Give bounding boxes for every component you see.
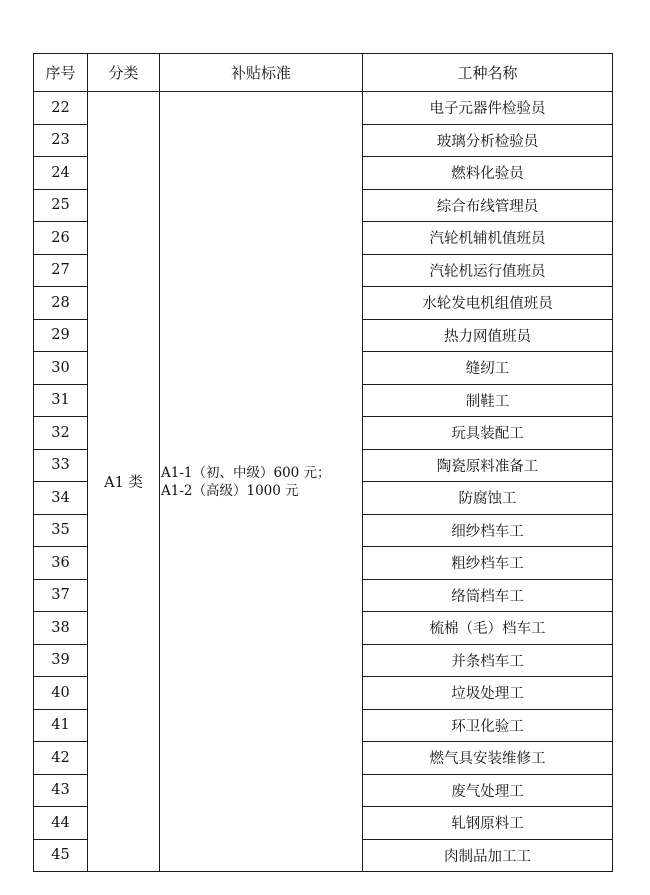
serial-number-cell: 44	[34, 807, 88, 840]
serial-number-cell: 39	[34, 644, 88, 677]
serial-number-cell: 27	[34, 254, 88, 287]
job-name-cell: 并条档车工	[363, 644, 613, 677]
job-name-cell: 燃气具安装维修工	[363, 742, 613, 775]
serial-number-cell: 25	[34, 189, 88, 222]
serial-number-cell: 26	[34, 222, 88, 255]
subsidy-standard-line: A1-1（初、中级）600 元；	[161, 464, 331, 481]
job-name-cell: 汽轮机运行值班员	[363, 254, 613, 287]
header-row	[34, 54, 613, 92]
header-category: 分类	[88, 54, 160, 92]
job-name-cell: 环卫化验工	[363, 709, 613, 742]
job-name-cell: 玻璃分析检验员	[363, 124, 613, 157]
serial-number-cell: 31	[34, 384, 88, 417]
serial-number-cell: 43	[34, 774, 88, 807]
serial-number-cell: 29	[34, 319, 88, 352]
job-name-cell: 电子元器件检验员	[363, 92, 613, 125]
job-name-cell: 肉制品加工工	[363, 839, 613, 872]
job-name-cell: 汽轮机辅机值班员	[363, 222, 613, 255]
serial-number-cell: 34	[34, 482, 88, 515]
serial-number-cell: 38	[34, 612, 88, 645]
job-name-cell: 络筒档车工	[363, 579, 613, 612]
category-cell: A1 类	[88, 92, 160, 872]
job-name-cell: 细纱档车工	[363, 514, 613, 547]
serial-number-cell: 45	[34, 839, 88, 872]
job-name-cell: 梳棉（毛）档车工	[363, 612, 613, 645]
serial-number-cell: 33	[34, 449, 88, 482]
serial-number-cell: 32	[34, 417, 88, 450]
job-name-cell: 水轮发电机组值班员	[363, 287, 613, 320]
job-name-cell: 废气处理工	[363, 774, 613, 807]
serial-number-cell: 42	[34, 742, 88, 775]
serial-number-cell: 41	[34, 709, 88, 742]
job-name-cell: 垃圾处理工	[363, 677, 613, 710]
table-header	[34, 54, 613, 92]
header-job-name: 工种名称	[363, 54, 613, 92]
header-serial-number: 序号	[34, 54, 88, 92]
job-name-cell: 热力网值班员	[363, 319, 613, 352]
table-row	[34, 92, 613, 125]
serial-number-cell: 40	[34, 677, 88, 710]
serial-number-cell: 30	[34, 352, 88, 385]
serial-number-cell: 36	[34, 547, 88, 580]
job-name-cell: 粗纱档车工	[363, 547, 613, 580]
serial-number-cell: 22	[34, 92, 88, 125]
job-name-cell: 陶瓷原料准备工	[363, 449, 613, 482]
job-subsidy-table	[33, 53, 613, 872]
serial-number-cell: 37	[34, 579, 88, 612]
header-subsidy-standard: 补贴标准	[160, 54, 363, 92]
subsidy-standard-cell	[160, 92, 363, 872]
job-name-cell: 防腐蚀工	[363, 482, 613, 515]
serial-number-cell: 28	[34, 287, 88, 320]
job-name-cell: 轧钢原料工	[363, 807, 613, 840]
serial-number-cell: 23	[34, 124, 88, 157]
serial-number-cell: 24	[34, 157, 88, 190]
job-name-cell: 玩具装配工	[363, 417, 613, 450]
serial-number-cell: 35	[34, 514, 88, 547]
table-body	[34, 92, 613, 872]
job-name-cell: 燃料化验员	[363, 157, 613, 190]
job-name-cell: 综合布线管理员	[363, 189, 613, 222]
job-name-cell: 缝纫工	[363, 352, 613, 385]
job-name-cell: 制鞋工	[363, 384, 613, 417]
subsidy-standard-line: A1-2（高级）1000 元	[161, 482, 299, 499]
